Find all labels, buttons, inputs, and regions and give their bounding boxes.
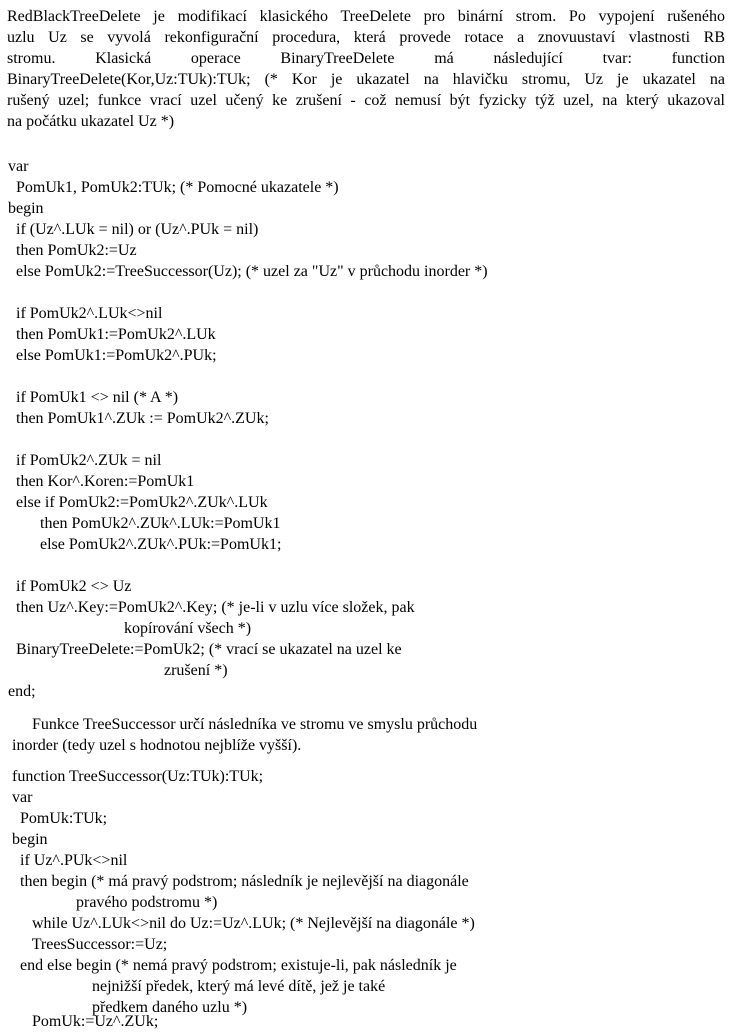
intro-line: BinaryTreeDelete(Kor,Uz:TUk):TUk; (* Kor je ukazatel na hlavičku stromu, Uz je ukazatel na	[7, 71, 725, 88]
code-line: zrušení *)	[8, 662, 228, 679]
code-line: end;	[8, 683, 36, 700]
paragraph-line: inorder (tedy uzel s hodnotou nejblíže vyšší).	[12, 737, 302, 754]
code-line: then PomUk1^.ZUk := PomUk2^.ZUk;	[8, 410, 269, 427]
code-line: if PomUk1 <> nil (* A *)	[8, 389, 179, 406]
code-line: if Uz^.PUk<>nil	[12, 852, 128, 869]
code-line: pravého podstromu *)	[12, 894, 218, 911]
code-line: end else begin (* nemá pravý podstrom; existuje-li, pak následník je	[12, 957, 457, 974]
code-line: var	[8, 158, 29, 175]
code-line: if PomUk2^.ZUk = nil	[8, 452, 162, 469]
intro-line: RedBlackTreeDelete je modifikací klasického TreeDelete pro binární strom. Po vypojení rušeného	[7, 8, 725, 25]
paragraph-line: Funkce TreeSuccessor určí následníka ve stromu ve smyslu průchodu	[12, 716, 478, 733]
code-line: var	[12, 789, 33, 806]
code-line: if PomUk2 <> Uz	[8, 578, 132, 595]
intro-line: stromu. Klasická operace BinaryTreeDelete má následující tvar: function	[7, 50, 725, 67]
code-line: while Uz^.LUk<>nil do Uz:=Uz^.LUk; (* Nejlevější na diagonále *)	[12, 915, 475, 932]
code-line: nejnižší předek, který má levé dítě, jež je také	[12, 978, 386, 995]
code-line: then begin (* má pravý podstrom; následník je nejlevější na diagonále	[12, 873, 469, 890]
code-line: if PomUk2^.LUk<>nil	[8, 305, 163, 322]
code-line: function TreeSuccessor(Uz:TUk):TUk;	[12, 768, 264, 785]
intro-line: uzlu Uz se vyvolá rekonfigurační procedura, která provede rotace a znovuustaví vlastnosti RB	[7, 29, 725, 46]
intro-line: na počátku ukazatel Uz *)	[7, 113, 175, 130]
code-line: else PomUk2^.ZUk^.PUk:=PomUk1;	[8, 536, 282, 553]
code-line: then PomUk2^.ZUk^.LUk:=PomUk1	[8, 515, 281, 532]
intro-paragraph	[7, 6, 725, 132]
code-line: BinaryTreeDelete:=PomUk2; (* vrací se ukazatel na uzel ke	[8, 641, 402, 658]
code-line: else PomUk2:=TreeSuccessor(Uz); (* uzel za "Uz" v průchodu inorder *)	[8, 263, 488, 280]
code-line: kopírování všech *)	[8, 620, 252, 637]
code-line: PomUk1, PomUk2:TUk; (* Pomocné ukazatele *)	[8, 179, 339, 196]
code-line: begin	[12, 831, 48, 848]
code-line: else if PomUk2:=PomUk2^.ZUk^.LUk	[8, 494, 268, 511]
code-line: begin	[8, 200, 44, 217]
code-line: then PomUk1:=PomUk2^.LUk	[8, 326, 216, 343]
code-line: PomUk:TUk;	[12, 810, 108, 827]
code-line: if (Uz^.LUk = nil) or (Uz^.PUk = nil)	[8, 221, 259, 238]
code-line: předkem daného uzlu *)	[12, 999, 248, 1016]
code-line: else PomUk1:=PomUk2^.PUk;	[8, 347, 217, 364]
intro-line: rušený uzel; funkce vrací uzel učený ke zrušení - což nemusí být fyzicky týž uzel, na který ukazoval	[7, 92, 725, 109]
code-line: TreesSuccessor:=Uz;	[12, 936, 168, 953]
code-line: then Kor^.Koren:=PomUk1	[8, 473, 195, 490]
code-line: PomUk:=Uz^.ZUk;	[12, 1013, 159, 1030]
code-line: then Uz^.Key:=PomUk2^.Key; (* je-li v uzlu více složek, pak	[8, 599, 415, 616]
code-line: then PomUk2:=Uz	[8, 242, 137, 259]
